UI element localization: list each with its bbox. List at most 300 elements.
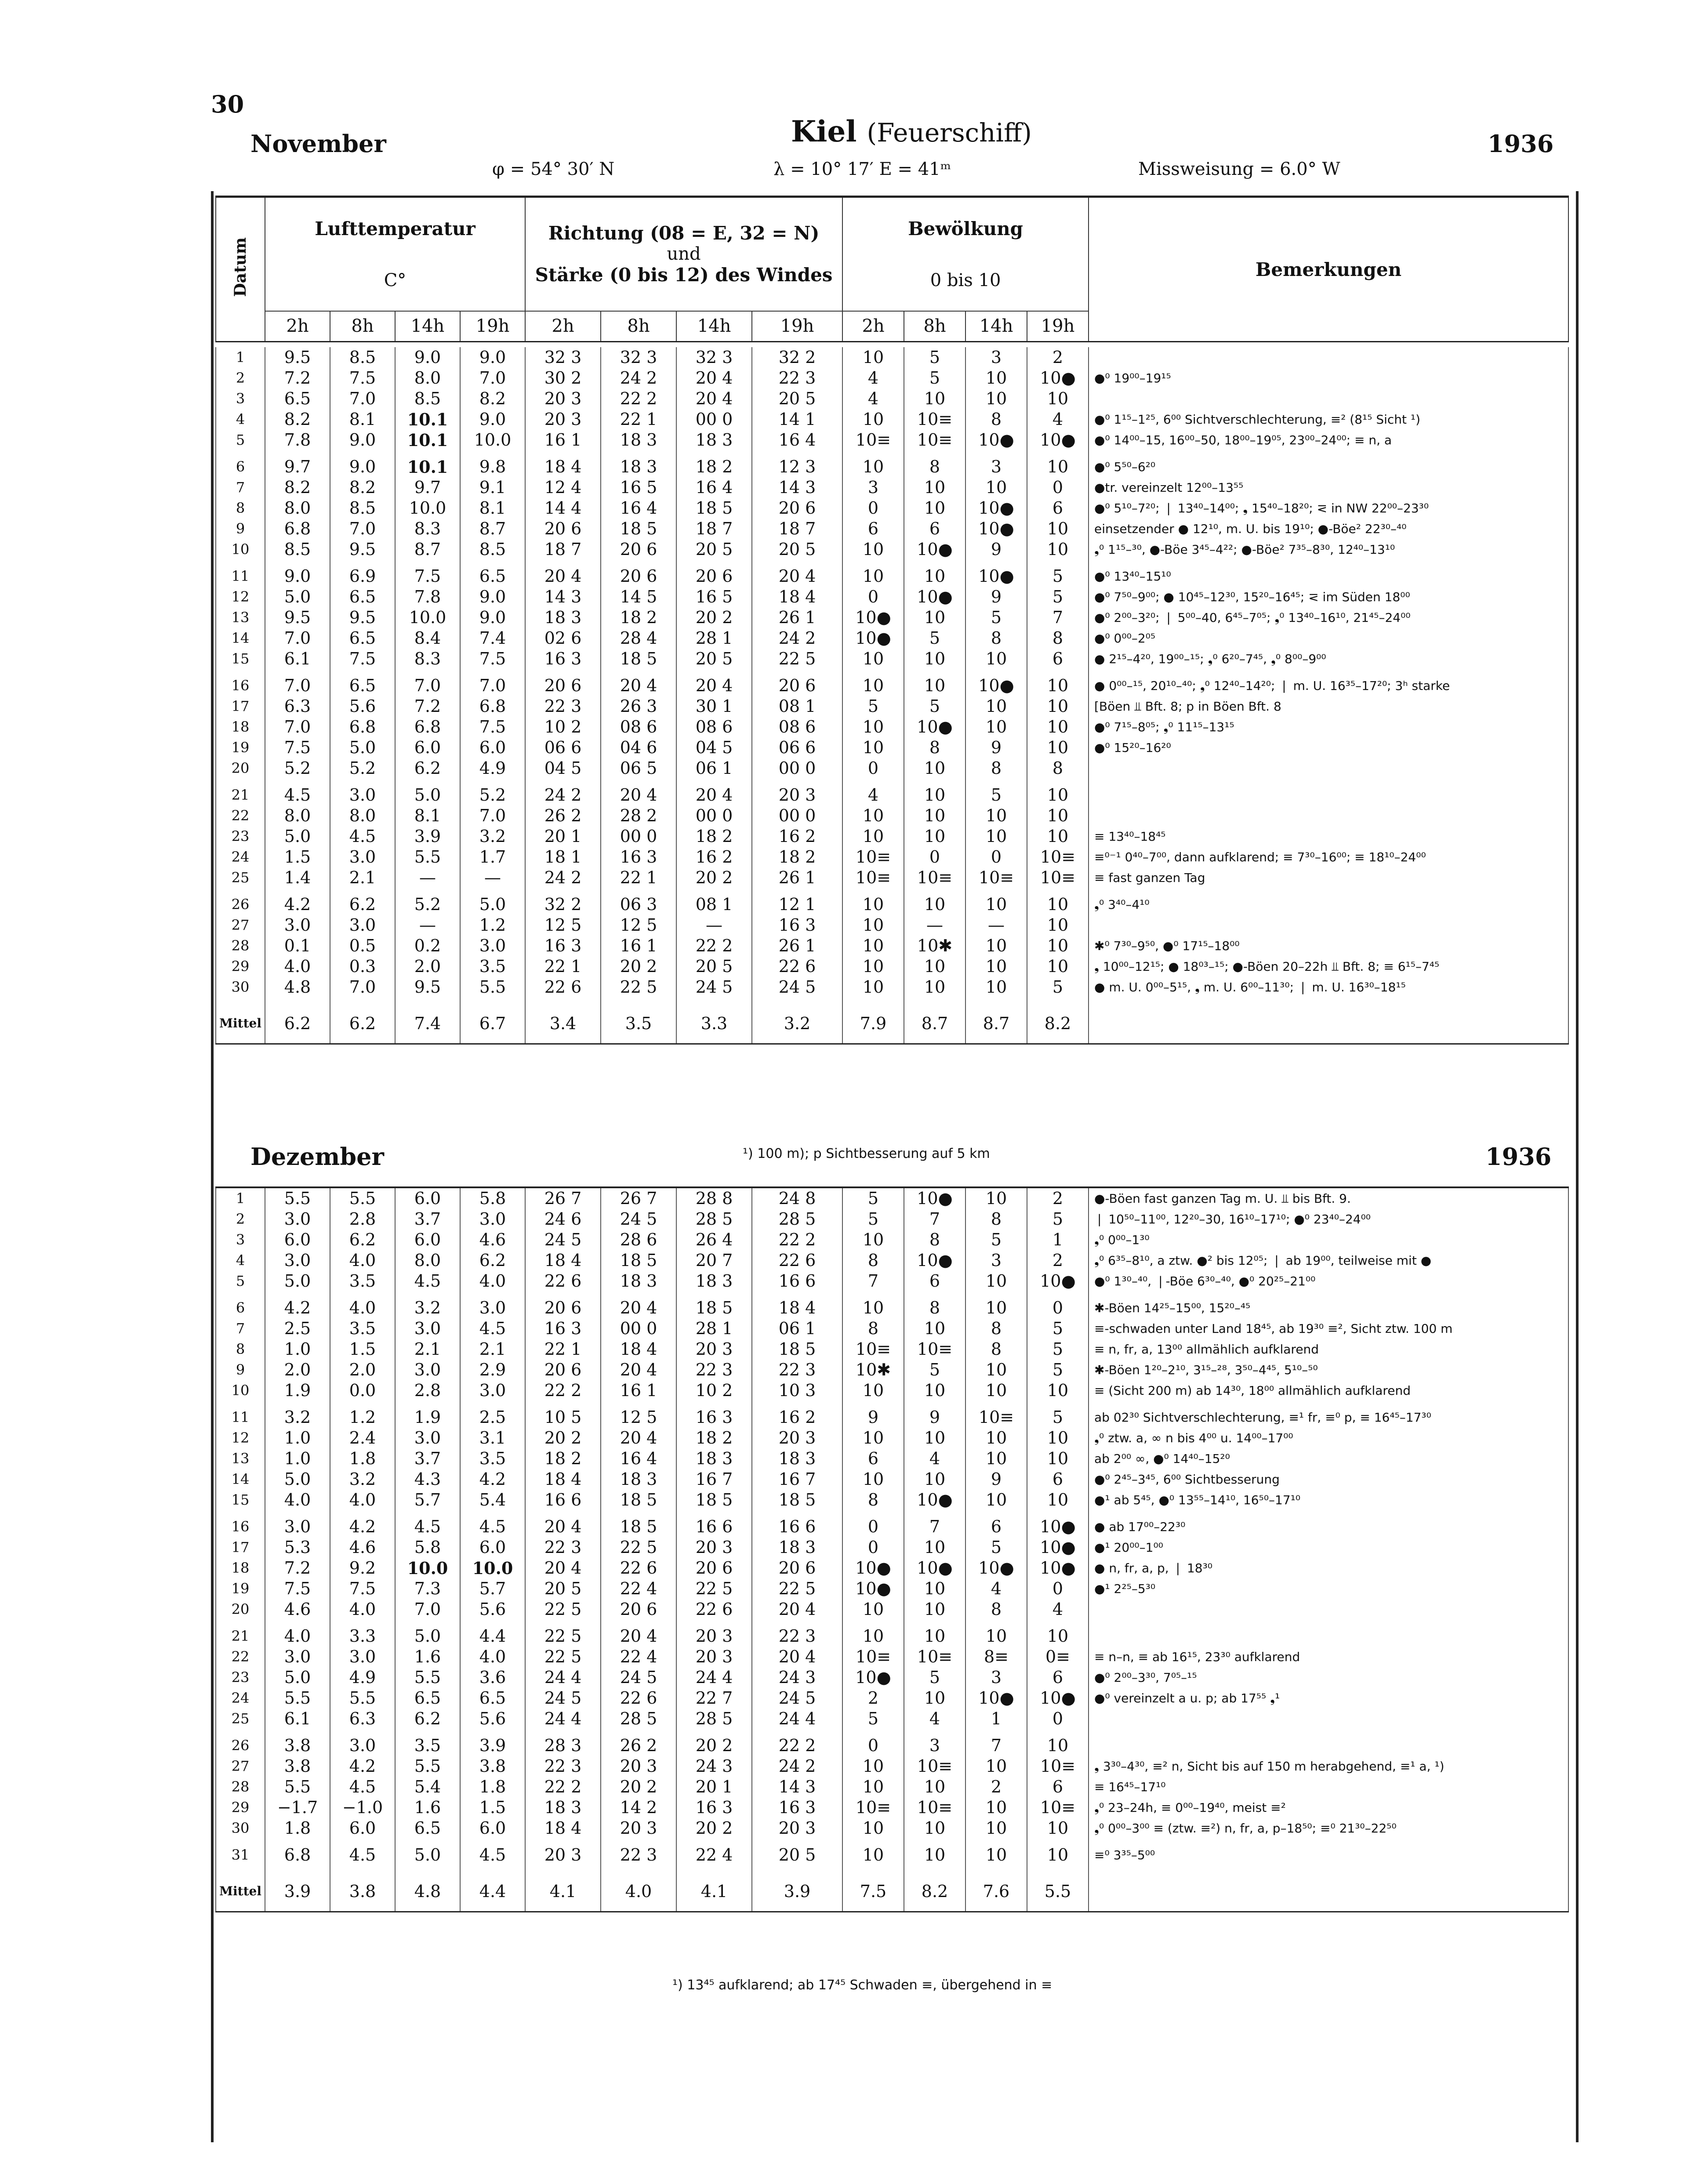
cell-remarks xyxy=(1089,915,1568,936)
cell-wind-19h: 20 4 xyxy=(752,566,842,587)
cell-wind-8h: 22 4 xyxy=(601,1578,676,1599)
cell-cloud-19h: 10 xyxy=(1027,539,1089,560)
cell-wind-8h: 26 2 xyxy=(601,1735,676,1756)
table-row xyxy=(216,696,1568,717)
cell-cloud-8h: 10 xyxy=(904,1469,965,1490)
cell-wind-19h: 24 8 xyxy=(752,1187,842,1209)
cell-temp-2h: 8.2 xyxy=(265,477,330,498)
cell-wind-19h: 16 7 xyxy=(752,1469,842,1490)
cell-cloud-2h: 10● xyxy=(842,1667,904,1688)
cell-day: 10 xyxy=(216,539,265,560)
hour-header-14h: 14h xyxy=(965,311,1027,342)
table-row xyxy=(216,519,1568,539)
cell-day: 4 xyxy=(216,1250,265,1271)
cell-wind-2h: 24 4 xyxy=(525,1709,601,1729)
cell-wind-2h: 30 2 xyxy=(525,368,601,388)
hour-header-2h: 2h xyxy=(842,311,904,342)
cell-cloud-19h: 5 xyxy=(1027,1407,1089,1428)
cell-wind-14h: 20 4 xyxy=(676,388,752,409)
cell-temp-14h: 10.0 xyxy=(395,1558,460,1578)
cell-wind-2h: 14 3 xyxy=(525,587,601,607)
cell-wind-2h: 16 3 xyxy=(525,936,601,956)
cell-wind-14h: 08 6 xyxy=(676,717,752,737)
cell-temp-14h: 9.7 xyxy=(395,477,460,498)
cell-cloud-14h: 10 xyxy=(965,477,1027,498)
cell-remarks: ab 2⁰⁰ ∞, ●⁰ 14⁴⁰–15²⁰ xyxy=(1089,1448,1568,1469)
cell-remarks: ●⁰ 7¹⁵–8⁰⁵; ❟⁰ 11¹⁵–13¹⁵ xyxy=(1089,717,1568,737)
cell-cloud-8h: 10 xyxy=(904,1537,965,1558)
cell-cloud-2h: 2 xyxy=(842,1688,904,1709)
cell-cloud-19h: 10 xyxy=(1027,519,1089,539)
cell-wind-19h: 20 6 xyxy=(752,1558,842,1578)
cell-temp-2h: 4.0 xyxy=(265,1626,330,1647)
cell-cloud-14h: 10● xyxy=(965,519,1027,539)
cell-temp-8h: 6.0 xyxy=(330,1818,395,1839)
cell-day: 25 xyxy=(216,1709,265,1729)
cell-temp-8h: 3.0 xyxy=(330,785,395,805)
cell-wind-19h: 22 3 xyxy=(752,1360,842,1380)
cell-wind-19h: 18 5 xyxy=(752,1490,842,1510)
table-row xyxy=(216,1516,1568,1537)
cell-cloud-2h: 10 xyxy=(842,1626,904,1647)
cell-cloud-19h: 5 xyxy=(1027,977,1089,998)
cell-temp-2h: 5.0 xyxy=(265,1469,330,1490)
cell-cloud-2h: 10 xyxy=(842,457,904,477)
cell-temp-19h: 3.0 xyxy=(460,1209,525,1230)
cell-wind-8h: 20 4 xyxy=(601,785,676,805)
cell-cloud-14h: 10 xyxy=(965,1756,1027,1777)
cell-wind-14h: 22 5 xyxy=(676,1578,752,1599)
mittel-temp-14h: 4.8 xyxy=(395,1872,460,1912)
table-row xyxy=(216,368,1568,388)
table-row xyxy=(216,1845,1568,1865)
cell-cloud-8h: 10≡ xyxy=(904,1647,965,1667)
cell-temp-19h: 7.0 xyxy=(460,368,525,388)
cell-wind-2h: 18 4 xyxy=(525,1250,601,1271)
cell-temp-8h: 4.0 xyxy=(330,1250,395,1271)
table-row xyxy=(216,1667,1568,1688)
cell-cloud-8h: 10≡ xyxy=(904,1756,965,1777)
cell-cloud-14h: 10 xyxy=(965,977,1027,998)
cell-temp-2h: 3.8 xyxy=(265,1735,330,1756)
cell-wind-8h: 26 7 xyxy=(601,1187,676,1209)
cell-wind-19h: 16 3 xyxy=(752,915,842,936)
mittel-label: Mittel xyxy=(216,1872,265,1912)
cell-temp-19h: 7.5 xyxy=(460,717,525,737)
cell-cloud-8h: 10 xyxy=(904,1777,965,1797)
cell-cloud-8h: 10≡ xyxy=(904,867,965,888)
cell-temp-19h: 7.0 xyxy=(460,675,525,696)
mittel-row xyxy=(216,1004,1568,1044)
cell-day: 22 xyxy=(216,805,265,826)
cell-temp-19h: 9.8 xyxy=(460,457,525,477)
table-row xyxy=(216,915,1568,936)
cell-cloud-14h: 3 xyxy=(965,1667,1027,1688)
cell-cloud-8h: 10≡ xyxy=(904,409,965,430)
cell-remarks: ●¹ 2²⁵–5³⁰ xyxy=(1089,1578,1568,1599)
cell-wind-2h: 28 3 xyxy=(525,1735,601,1756)
cell-cloud-14h: 10 xyxy=(965,368,1027,388)
cell-cloud-19h: 10 xyxy=(1027,1490,1089,1510)
cell-remarks: ❟ 3³⁰–4³⁰, ≡² n, Sicht bis auf 150 m herabgehend, ≡¹ a, ¹) xyxy=(1089,1756,1568,1777)
cell-day: 16 xyxy=(216,675,265,696)
cell-day: 14 xyxy=(216,1469,265,1490)
datum-header: Datum xyxy=(216,197,265,342)
cell-wind-14h: 16 6 xyxy=(676,1516,752,1537)
cell-wind-8h: 22 6 xyxy=(601,1558,676,1578)
cell-cloud-19h: 10 xyxy=(1027,717,1089,737)
cell-temp-2h: 2.0 xyxy=(265,1360,330,1380)
cell-temp-2h: 1.9 xyxy=(265,1380,330,1401)
cell-temp-14h: 2.1 xyxy=(395,1339,460,1360)
cell-temp-14h: 2.0 xyxy=(395,956,460,977)
table-row xyxy=(216,1187,1568,1209)
mittel-remarks xyxy=(1089,1872,1568,1912)
wind-header: Richtung (08 = E, 32 = N) und Stärke (0 bis 12) des Windes xyxy=(525,197,842,311)
cell-cloud-14h: 0 xyxy=(965,847,1027,867)
cell-wind-14h: 24 4 xyxy=(676,1667,752,1688)
cell-cloud-8h: 10 xyxy=(904,1380,965,1401)
cell-wind-2h: 24 5 xyxy=(525,1688,601,1709)
cell-wind-19h: 18 3 xyxy=(752,1448,842,1469)
cell-wind-19h: 24 2 xyxy=(752,628,842,649)
table-row xyxy=(216,1298,1568,1318)
cell-wind-2h: 22 6 xyxy=(525,1271,601,1292)
hour-header-8h: 8h xyxy=(330,311,395,342)
cell-cloud-14h: 10 xyxy=(965,1380,1027,1401)
table-row xyxy=(216,805,1568,826)
cell-wind-2h: 20 3 xyxy=(525,1845,601,1865)
cell-wind-8h: 06 5 xyxy=(601,758,676,779)
cell-day: 16 xyxy=(216,1516,265,1537)
cell-wind-14h: 20 5 xyxy=(676,649,752,669)
cell-wind-8h: 16 4 xyxy=(601,498,676,519)
mittel-temp-14h: 7.4 xyxy=(395,1004,460,1044)
cell-cloud-2h: 10≡ xyxy=(842,867,904,888)
cell-wind-14h: 18 3 xyxy=(676,1271,752,1292)
cell-day: 24 xyxy=(216,1688,265,1709)
cell-cloud-2h: 5 xyxy=(842,1187,904,1209)
cell-day: 28 xyxy=(216,936,265,956)
cell-cloud-19h: 5 xyxy=(1027,1339,1089,1360)
cell-cloud-14h: 4 xyxy=(965,1578,1027,1599)
cell-wind-8h: 16 5 xyxy=(601,477,676,498)
cell-cloud-2h: 10 xyxy=(842,539,904,560)
cell-wind-19h: 26 1 xyxy=(752,867,842,888)
table-row xyxy=(216,587,1568,607)
table-row xyxy=(216,498,1568,519)
cell-wind-2h: 20 6 xyxy=(525,1360,601,1380)
cell-wind-19h: 22 5 xyxy=(752,1578,842,1599)
cell-wind-8h: 20 4 xyxy=(601,1428,676,1448)
cell-cloud-19h: 10● xyxy=(1027,1537,1089,1558)
table-row xyxy=(216,1537,1568,1558)
cell-temp-19h: 6.0 xyxy=(460,737,525,758)
cell-temp-8h: 5.0 xyxy=(330,737,395,758)
table-row xyxy=(216,1428,1568,1448)
cell-temp-14h: 8.7 xyxy=(395,539,460,560)
cell-cloud-19h: 5 xyxy=(1027,566,1089,587)
cell-wind-2h: 26 7 xyxy=(525,1187,601,1209)
table-row xyxy=(216,457,1568,477)
cell-temp-14h: 5.7 xyxy=(395,1490,460,1510)
cell-day: 21 xyxy=(216,1626,265,1647)
cell-cloud-14h: 10≡ xyxy=(965,1407,1027,1428)
cell-day: 26 xyxy=(216,894,265,915)
cell-temp-19h: — xyxy=(460,867,525,888)
cell-temp-14h: 6.5 xyxy=(395,1818,460,1839)
cell-temp-14h: — xyxy=(395,915,460,936)
cell-temp-2h: 7.5 xyxy=(265,1578,330,1599)
cell-temp-14h: 7.3 xyxy=(395,1578,460,1599)
cell-cloud-14h: 8 xyxy=(965,409,1027,430)
cell-wind-14h: 16 4 xyxy=(676,477,752,498)
cell-temp-8h: 5.2 xyxy=(330,758,395,779)
cell-cloud-14h: 10● xyxy=(965,675,1027,696)
cell-cloud-2h: 10 xyxy=(842,566,904,587)
cell-day: 6 xyxy=(216,1298,265,1318)
cell-wind-14h: 00 0 xyxy=(676,409,752,430)
hour-header-8h: 8h xyxy=(904,311,965,342)
cell-wind-8h: 20 4 xyxy=(601,675,676,696)
cell-cloud-19h: 1 xyxy=(1027,1230,1089,1250)
longitude: λ = 10° 17′ E = 41ᵐ xyxy=(773,159,951,179)
cell-wind-14h: 16 2 xyxy=(676,847,752,867)
cell-cloud-14h: 8 xyxy=(965,1339,1027,1360)
cell-wind-8h: 16 1 xyxy=(601,936,676,956)
cell-day: 12 xyxy=(216,587,265,607)
cell-temp-19h: 6.0 xyxy=(460,1537,525,1558)
cell-temp-2h: 3.2 xyxy=(265,1407,330,1428)
cell-wind-14h: 22 4 xyxy=(676,1845,752,1865)
cell-remarks: ✱⁰ 7³⁰–9⁵⁰, ●⁰ 17¹⁵–18⁰⁰ xyxy=(1089,936,1568,956)
cell-wind-2h: 20 6 xyxy=(525,519,601,539)
cell-cloud-8h: 8 xyxy=(904,1230,965,1250)
cell-cloud-8h: 10≡ xyxy=(904,1797,965,1818)
cell-temp-8h: 6.5 xyxy=(330,587,395,607)
cell-cloud-19h: 5 xyxy=(1027,1318,1089,1339)
cell-wind-8h: 00 0 xyxy=(601,826,676,847)
cell-wind-19h: 24 5 xyxy=(752,1688,842,1709)
cell-cloud-19h: 2 xyxy=(1027,347,1089,368)
cell-cloud-8h: — xyxy=(904,915,965,936)
cell-wind-8h: 20 2 xyxy=(601,956,676,977)
cell-wind-2h: 18 4 xyxy=(525,1469,601,1490)
cell-wind-2h: 24 2 xyxy=(525,867,601,888)
cell-temp-2h: 1.4 xyxy=(265,867,330,888)
cell-wind-8h: 24 5 xyxy=(601,1209,676,1230)
cell-temp-19h: 6.0 xyxy=(460,1818,525,1839)
table-row xyxy=(216,409,1568,430)
table-row xyxy=(216,977,1568,998)
cell-cloud-14h: 10 xyxy=(965,649,1027,669)
cell-wind-19h: 20 6 xyxy=(752,675,842,696)
table-row xyxy=(216,936,1568,956)
cell-temp-14h: 4.5 xyxy=(395,1271,460,1292)
cell-temp-2h: 5.5 xyxy=(265,1777,330,1797)
cell-day: 19 xyxy=(216,737,265,758)
cell-cloud-8h: 10● xyxy=(904,1558,965,1578)
cell-wind-19h: 32 2 xyxy=(752,347,842,368)
cell-remarks: ≡⁰⁻¹ 0⁴⁰–7⁰⁰, dann aufklarend; ≡ 7³⁰–16⁰⁰; ≡ 18¹⁰–24⁰⁰ xyxy=(1089,847,1568,867)
cell-cloud-14h: 8 xyxy=(965,1318,1027,1339)
cell-remarks xyxy=(1089,805,1568,826)
cell-remarks xyxy=(1089,388,1568,409)
cell-cloud-8h: 10● xyxy=(904,717,965,737)
cell-temp-8h: 4.5 xyxy=(330,1845,395,1865)
cell-temp-19h: 9.1 xyxy=(460,477,525,498)
cell-temp-2h: 6.8 xyxy=(265,519,330,539)
cell-wind-8h: 12 5 xyxy=(601,1407,676,1428)
cell-wind-8h: 20 6 xyxy=(601,539,676,560)
cell-cloud-14h: 10 xyxy=(965,388,1027,409)
cell-cloud-8h: 10● xyxy=(904,1187,965,1209)
cell-cloud-19h: 10 xyxy=(1027,936,1089,956)
mittel-remarks xyxy=(1089,1004,1568,1044)
cell-wind-2h: 26 2 xyxy=(525,805,601,826)
cell-cloud-2h: 0 xyxy=(842,498,904,519)
cell-temp-8h: 8.5 xyxy=(330,498,395,519)
cell-cloud-2h: 0 xyxy=(842,1516,904,1537)
cell-cloud-8h: 10 xyxy=(904,894,965,915)
cell-cloud-8h: 3 xyxy=(904,1735,965,1756)
cell-remarks: ❟⁰ 0⁰⁰–3⁰⁰ ≡ (ztw. ≡²) n, fr, a, p–18⁵⁰; ≡⁰ 21³⁰–22⁵⁰ xyxy=(1089,1818,1568,1839)
cell-cloud-14h: 9 xyxy=(965,737,1027,758)
cell-temp-14h: 7.0 xyxy=(395,1599,460,1620)
cell-wind-8h: 18 5 xyxy=(601,1250,676,1271)
cell-day: 10 xyxy=(216,1380,265,1401)
table-row xyxy=(216,347,1568,368)
cell-wind-2h: 22 3 xyxy=(525,696,601,717)
cell-wind-8h: 18 3 xyxy=(601,1271,676,1292)
cell-cloud-8h: 10✱ xyxy=(904,936,965,956)
cell-day: 30 xyxy=(216,1818,265,1839)
cell-temp-14h: 8.0 xyxy=(395,1250,460,1271)
cell-wind-14h: 20 4 xyxy=(676,368,752,388)
cell-wind-8h: 16 1 xyxy=(601,1380,676,1401)
table-row xyxy=(216,717,1568,737)
cell-remarks xyxy=(1089,1709,1568,1729)
cell-cloud-14h: 10 xyxy=(965,696,1027,717)
cell-cloud-8h: 10 xyxy=(904,977,965,998)
cell-temp-14h: 6.0 xyxy=(395,1187,460,1209)
cell-cloud-14h: 10 xyxy=(965,936,1027,956)
cell-temp-2h: 5.0 xyxy=(265,587,330,607)
cell-wind-19h: 18 7 xyxy=(752,519,842,539)
cell-wind-19h: 26 1 xyxy=(752,607,842,628)
cell-wind-8h: 18 3 xyxy=(601,1469,676,1490)
cell-cloud-14h: 1 xyxy=(965,1709,1027,1729)
cell-wind-14h: 20 6 xyxy=(676,566,752,587)
cell-cloud-2h: 10 xyxy=(842,1845,904,1865)
cell-temp-8h: 6.5 xyxy=(330,675,395,696)
cell-wind-19h: 18 3 xyxy=(752,1537,842,1558)
cell-temp-14h: 5.5 xyxy=(395,847,460,867)
table-row xyxy=(216,1558,1568,1578)
cell-cloud-2h: 10 xyxy=(842,956,904,977)
cell-cloud-2h: 6 xyxy=(842,519,904,539)
cell-wind-2h: 22 2 xyxy=(525,1777,601,1797)
cell-temp-8h: 6.2 xyxy=(330,894,395,915)
cell-temp-8h: 7.0 xyxy=(330,388,395,409)
cell-cloud-2h: 10 xyxy=(842,894,904,915)
cell-wind-14h: 20 4 xyxy=(676,785,752,805)
cell-wind-19h: 20 3 xyxy=(752,785,842,805)
cell-temp-8h: 9.0 xyxy=(330,430,395,450)
cell-temp-2h: 0.1 xyxy=(265,936,330,956)
cell-temp-2h: 8.5 xyxy=(265,539,330,560)
cell-cloud-14h: 10 xyxy=(965,1490,1027,1510)
cell-day: 23 xyxy=(216,826,265,847)
cell-wind-19h: 22 3 xyxy=(752,368,842,388)
cell-wind-19h: 24 5 xyxy=(752,977,842,998)
cell-cloud-8h: 10 xyxy=(904,1318,965,1339)
cell-wind-14h: 20 6 xyxy=(676,1558,752,1578)
cell-cloud-19h: 0 xyxy=(1027,1298,1089,1318)
cell-remarks: ●⁰ 5¹⁰–7²⁰; ❘ 13⁴⁰–14⁰⁰; ❟ 15⁴⁰–18²⁰; ⋜ in NW 22⁰⁰–23³⁰ xyxy=(1089,498,1568,519)
cell-cloud-8h: 6 xyxy=(904,519,965,539)
cell-remarks: ●⁰ 2⁰⁰–3²⁰; ❘ 5⁰⁰–40, 6⁴⁵–7⁰⁵; ❟⁰ 13⁴⁰–16¹⁰, 21⁴⁵–24⁰⁰ xyxy=(1089,607,1568,628)
cell-temp-2h: 1.0 xyxy=(265,1448,330,1469)
cell-wind-19h: 08 1 xyxy=(752,696,842,717)
cell-cloud-8h: 8 xyxy=(904,1298,965,1318)
cell-wind-14h: 20 3 xyxy=(676,1647,752,1667)
cell-wind-14h: 10 2 xyxy=(676,1380,752,1401)
cell-wind-2h: 16 3 xyxy=(525,649,601,669)
cell-temp-19h: 8.1 xyxy=(460,498,525,519)
cell-cloud-2h: 10 xyxy=(842,1428,904,1448)
cell-remarks: ●-Böen fast ganzen Tag m. U. ⫫ bis Bft. 9. xyxy=(1089,1187,1568,1209)
cell-wind-8h: 18 5 xyxy=(601,1516,676,1537)
cell-temp-14h: 5.2 xyxy=(395,894,460,915)
cell-cloud-2h: 10✱ xyxy=(842,1360,904,1380)
cell-day: 29 xyxy=(216,1797,265,1818)
cell-temp-19h: 5.6 xyxy=(460,1599,525,1620)
cell-temp-19h: 5.7 xyxy=(460,1578,525,1599)
cell-cloud-14h: 9 xyxy=(965,539,1027,560)
cell-cloud-8h: 5 xyxy=(904,368,965,388)
cell-cloud-8h: 5 xyxy=(904,628,965,649)
cell-temp-14h: 5.4 xyxy=(395,1777,460,1797)
mittel-cloud-19h: 8.2 xyxy=(1027,1004,1089,1044)
cell-temp-8h: 1.5 xyxy=(330,1339,395,1360)
cell-remarks xyxy=(1089,1599,1568,1620)
cell-remarks: ●tr. vereinzelt 12⁰⁰–13⁵⁵ xyxy=(1089,477,1568,498)
cell-cloud-2h: 10 xyxy=(842,649,904,669)
cell-cloud-2h: 8 xyxy=(842,1318,904,1339)
table-row xyxy=(216,826,1568,847)
cell-wind-2h: 24 4 xyxy=(525,1667,601,1688)
cell-cloud-19h: 10≡ xyxy=(1027,847,1089,867)
cell-temp-14h: 5.8 xyxy=(395,1537,460,1558)
cell-wind-14h: 28 1 xyxy=(676,1318,752,1339)
cell-temp-14h: 5.0 xyxy=(395,1626,460,1647)
cell-cloud-14h: 8 xyxy=(965,1599,1027,1620)
cell-wind-14h: 20 7 xyxy=(676,1250,752,1271)
cell-temp-19h: 8.5 xyxy=(460,539,525,560)
cell-temp-19h: 4.4 xyxy=(460,1626,525,1647)
cell-temp-14h: 6.0 xyxy=(395,1230,460,1250)
cell-temp-14h: 8.3 xyxy=(395,519,460,539)
cell-wind-8h: 20 4 xyxy=(601,1626,676,1647)
table-row xyxy=(216,1599,1568,1620)
cell-cloud-8h: 10≡ xyxy=(904,1339,965,1360)
cell-cloud-2h: 10 xyxy=(842,1469,904,1490)
cell-cloud-19h: 0≡ xyxy=(1027,1647,1089,1667)
cell-temp-8h: 5.5 xyxy=(330,1688,395,1709)
cell-wind-19h: 16 2 xyxy=(752,1407,842,1428)
cell-temp-8h: 8.5 xyxy=(330,347,395,368)
